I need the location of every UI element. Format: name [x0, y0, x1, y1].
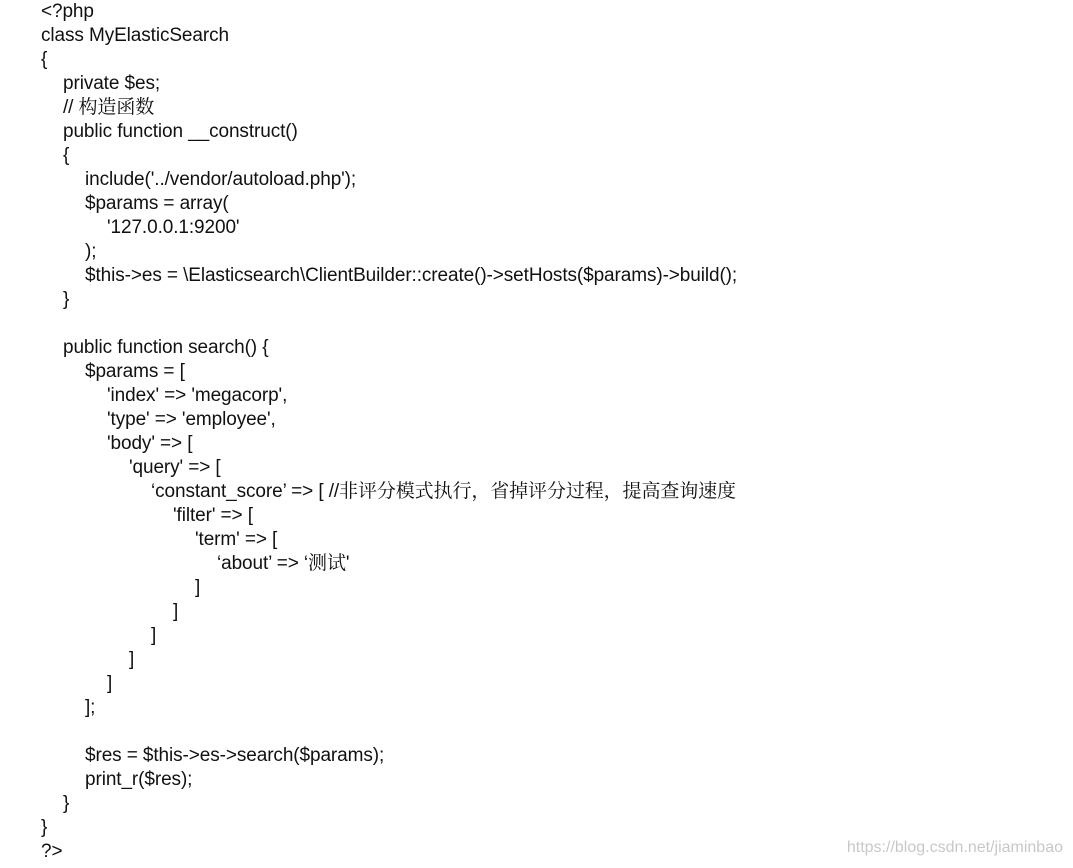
code-line: ]: [129, 649, 135, 670]
code-line: 'body' => [: [107, 433, 193, 454]
code-line: print_r($res);: [85, 769, 193, 790]
code-line: {: [63, 145, 70, 166]
watermark-text: https://blog.csdn.net/jiaminbao: [846, 839, 1063, 856]
code-line: 'query' => [: [129, 457, 221, 478]
code-line: // 构造函数: [63, 97, 155, 118]
code-line: ]: [151, 625, 157, 646]
code-line: ‘about’ => ‘测试': [217, 553, 350, 574]
code-line: public function search() {: [63, 337, 269, 358]
code-line: 'index' => 'megacorp',: [107, 385, 288, 406]
code-line: );: [85, 241, 97, 262]
code-line: }: [63, 793, 70, 814]
code-line: 'filter' => [: [173, 505, 253, 526]
code-line: }: [41, 817, 48, 838]
code-line: ];: [85, 697, 96, 718]
code-line: class MyElasticSearch: [41, 25, 229, 46]
code-line: ]: [195, 577, 201, 598]
code-line: public function __construct(): [63, 121, 298, 142]
code-line: ‘constant_score’ => [ //非评分模式执行，省掉评分过程，提高查询速度: [151, 481, 736, 502]
code-line: $res = $this->es->search($params);: [85, 745, 385, 766]
code-line: include('../vendor/autoload.php');: [85, 169, 357, 190]
code-line: ?>: [41, 841, 63, 862]
code-line: '127.0.0.1:9200': [107, 217, 240, 238]
code-line: $this->es = \Elasticsearch\ClientBuilder::create()->setHosts($params)->build();: [85, 265, 738, 286]
code-line: {: [41, 49, 48, 70]
code-line: ]: [173, 601, 179, 622]
code-line: $params = [: [85, 361, 185, 382]
code-line: $params = array(: [85, 193, 229, 214]
code-line: }: [63, 289, 70, 310]
code-line: <?php: [41, 1, 94, 22]
code-line: ]: [107, 673, 113, 694]
code-line: 'type' => 'employee',: [107, 409, 276, 430]
code-line: 'term' => [: [195, 529, 278, 550]
code-line: private $es;: [63, 73, 161, 94]
